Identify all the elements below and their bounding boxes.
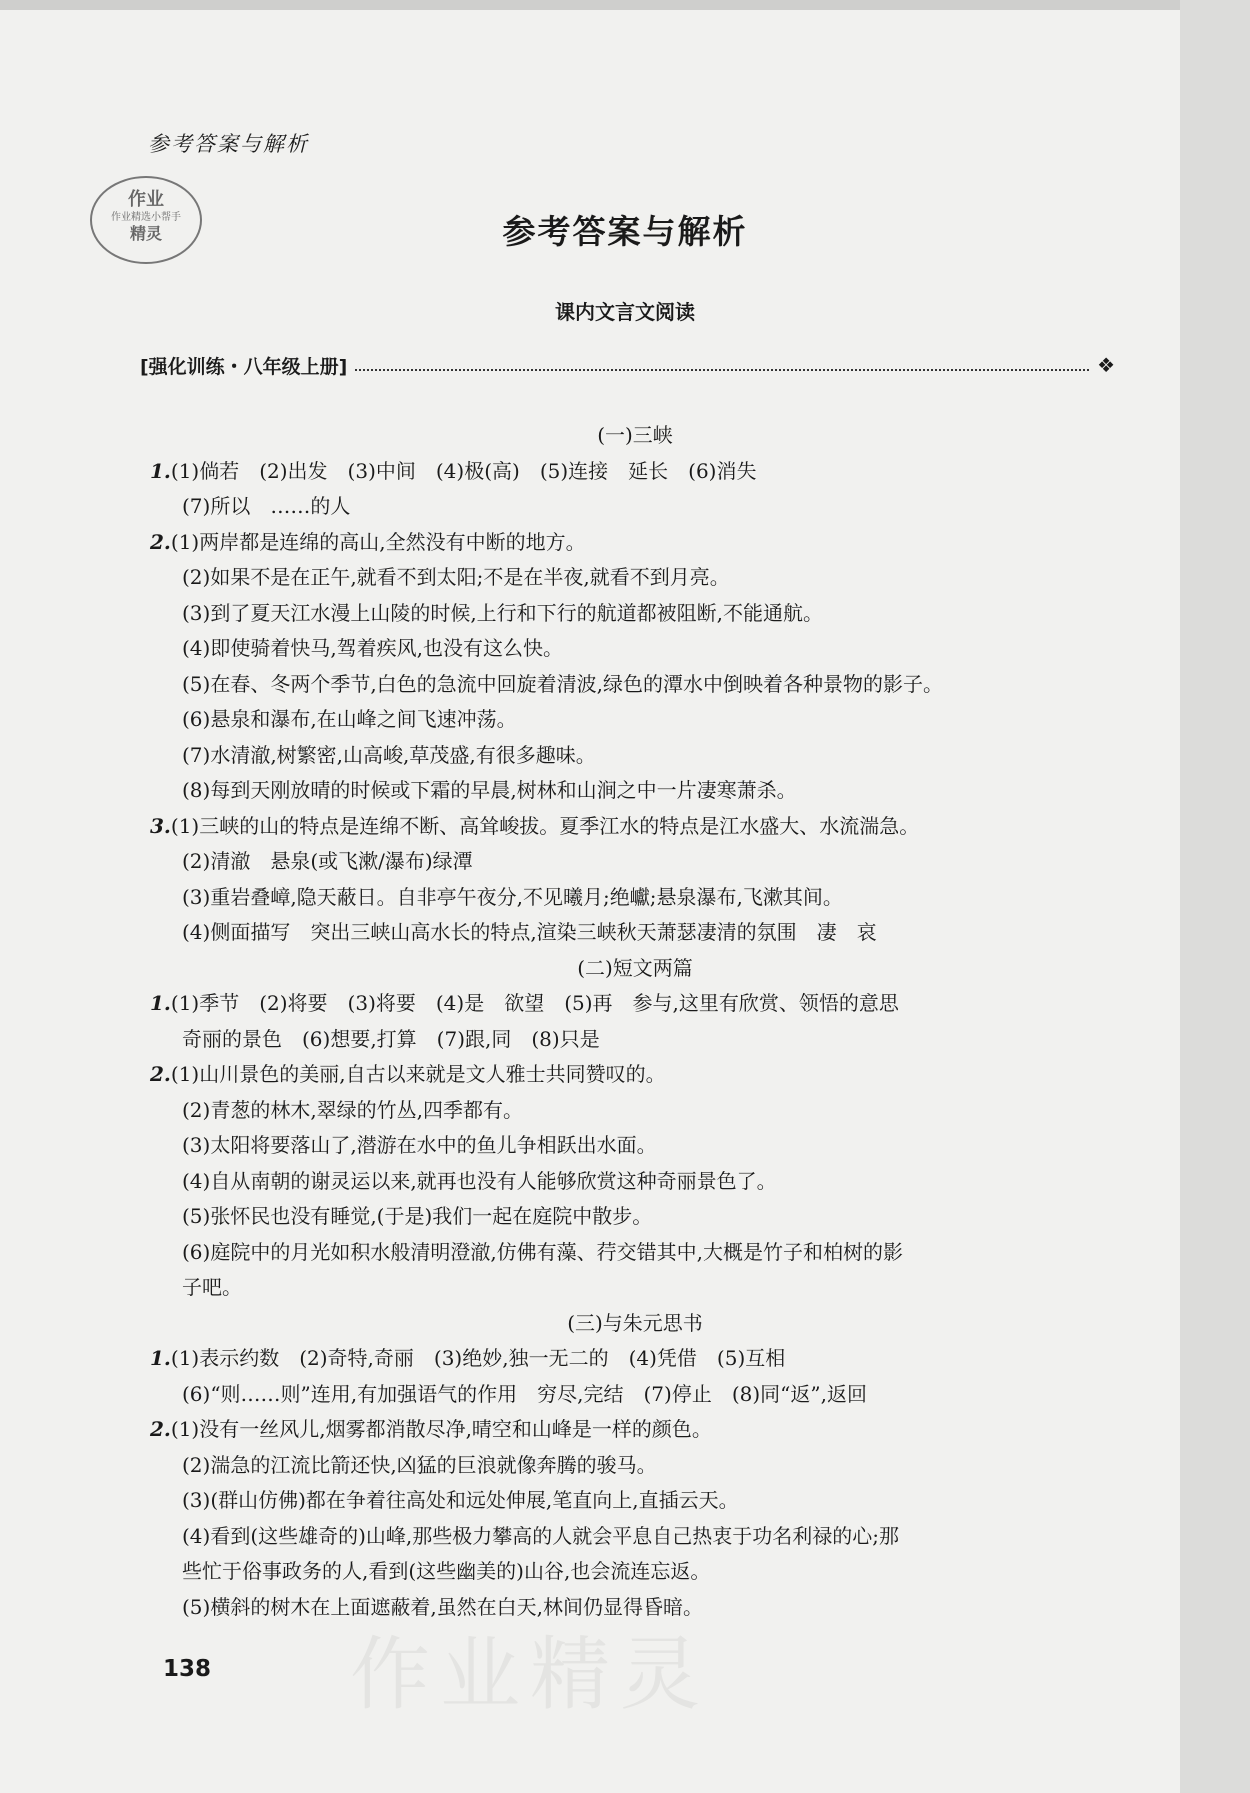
answer-line	[150, 880, 1120, 916]
watermark: 作业精灵	[350, 1628, 710, 1721]
running-head: 参考答案与解析	[148, 132, 309, 156]
answer-line	[150, 1093, 1120, 1129]
answer-line	[150, 525, 1120, 561]
answer-line	[150, 560, 1120, 596]
answer-line	[150, 454, 1120, 490]
answer-text: (6)“则……则”连用,有加强语气的作用 穷尽,完结 (7)停止 (8)同“返”,返回	[182, 1381, 867, 1406]
answer-line	[150, 1483, 1120, 1519]
answer-text: (1)两岸都是连绵的高山,全然没有中断的地方。	[170, 529, 586, 554]
stamp-top-text: 作业	[128, 189, 164, 210]
answer-text: 些忙于俗事政务的人,看到(这些幽美的)山谷,也会流连忘返。	[182, 1559, 711, 1583]
answer-line	[150, 631, 1120, 667]
answer-line	[150, 738, 1120, 774]
question-number: 3.	[150, 813, 171, 838]
answer-text: (7)所以 ……的人	[182, 494, 351, 518]
question-number: 1.	[150, 1346, 171, 1370]
dotted-rule	[355, 359, 1089, 371]
stamp-bottom-text: 精灵	[129, 224, 162, 244]
answer-text: (1)三峡的山的特点是连绵不断、高耸峻拔。夏季江水的特点是江水盛大、水流湍急。	[170, 813, 920, 838]
answer-line	[150, 702, 1120, 738]
answer-line	[150, 1377, 1120, 1413]
answer-text: (6)悬泉和瀑布,在山峰之间飞速冲荡。	[182, 707, 517, 731]
answer-line	[150, 1448, 1120, 1484]
answer-text: (2)如果不是在正午,就看不到太阳;不是在半夜,就看不到月亮。	[182, 565, 730, 589]
question-number: 2.	[150, 1062, 171, 1086]
answer-line	[150, 986, 1120, 1022]
answer-text: (1)表示约数 (2)奇特,奇丽 (3)绝妙,独一无二的 (4)凭借 (5)互相	[170, 1346, 786, 1370]
answer-text: (5)在春、冬两个季节,白色的急流中回旋着清波,绿色的潭水中倒映着各种景物的影子。	[182, 671, 944, 696]
answer-text: (5)横斜的树木在上面遮蔽着,虽然在白天,林间仍显得昏暗。	[182, 1594, 704, 1619]
page-title: 参考答案与解析	[502, 212, 748, 251]
answer-line	[150, 773, 1120, 809]
section-bar	[140, 350, 1115, 380]
answer-line	[150, 1554, 1120, 1590]
answer-line	[150, 1270, 1120, 1306]
answer-text: (4)自从南朝的谢灵运以来,就再也没有人能够欣赏这种奇丽景色了。	[182, 1168, 777, 1193]
answer-text: (4)看到(这些雄奇的)山峰,那些极力攀高的人就会平息自己热衷于功名利禄的心;那	[182, 1523, 900, 1548]
answer-line	[150, 1341, 1120, 1377]
passage-heading: (三)与朱元思书	[567, 1310, 703, 1335]
answer-line	[150, 1057, 1120, 1093]
answer-text: (5)张怀民也没有睡觉,(于是)我们一起在庭院中散步。	[182, 1204, 653, 1228]
answer-text: (8)每到天刚放晴的时候或下霜的早晨,树林和山涧之中一片凄寒萧杀。	[182, 778, 797, 802]
question-number: 1.	[150, 458, 171, 483]
stamp-middle-text: 作业精选小帮手	[111, 212, 181, 224]
answer-line	[150, 1412, 1120, 1448]
answer-line	[150, 1519, 1120, 1555]
answer-line	[150, 844, 1120, 880]
passage-heading: (一)三峡	[597, 423, 673, 447]
page-number: 138	[163, 1656, 212, 1682]
answer-text: (2)湍急的江流比箭还快,凶猛的巨浪就像奔腾的骏马。	[182, 1452, 657, 1477]
answer-text: (1)没有一丝风儿,烟雾都消散尽净,晴空和山峰是一样的颜色。	[170, 1417, 712, 1441]
answer-text: (1)倘若 (2)出发 (3)中间 (4)极(高) (5)连接 延长 (6)消失	[170, 458, 757, 483]
diamond-icon: ❖	[1097, 353, 1115, 377]
answer-text: (1)山川景色的美丽,自古以来就是文人雅士共同赞叹的。	[170, 1062, 666, 1086]
answer-text: (4)侧面描写 突出三峡山高水长的特点,渲染三峡秋天萧瑟凄清的氛围 凄 哀	[182, 920, 877, 944]
answer-text: (3)到了夏天江水漫上山陵的时候,上行和下行的航道都被阻断,不能通航。	[182, 600, 824, 625]
answer-line	[150, 667, 1120, 703]
answer-text: (3)太阳将要落山了,潜游在水中的鱼儿争相跃出水面。	[182, 1133, 657, 1157]
answer-text: (2)清澈 悬泉(或飞漱/瀑布)绿潭	[182, 849, 473, 873]
answer-line	[150, 1199, 1120, 1235]
page-subtitle: 课内文言文阅读	[555, 300, 695, 324]
answer-line	[150, 915, 1120, 951]
answer-line	[150, 489, 1120, 525]
answer-text: (1)季节 (2)将要 (3)将要 (4)是 欲望 (5)再 参与,这里有欣赏、领悟的意思	[170, 991, 899, 1015]
answer-text: 子吧。	[182, 1275, 242, 1299]
question-number: 1.	[150, 991, 171, 1015]
question-number: 2.	[150, 1417, 171, 1441]
scan-top-edge	[0, 0, 1250, 10]
answer-line	[150, 1235, 1120, 1271]
answer-text: (3)(群山仿佛)都在争着往高处和远处伸展,笔直向上,直插云天。	[182, 1488, 739, 1512]
answer-line	[150, 596, 1120, 632]
torn-page-edge	[1180, 0, 1250, 1793]
answer-text: (4)即使骑着快马,驾着疾风,也没有这么快。	[182, 636, 564, 660]
answer-line	[150, 1128, 1120, 1164]
answer-line	[150, 1022, 1120, 1058]
answer-text: (7)水清澈,树繁密,山高峻,草茂盛,有很多趣味。	[182, 742, 596, 767]
question-number: 2.	[150, 529, 171, 554]
answer-text: (2)青葱的林木,翠绿的竹丛,四季都有。	[182, 1097, 524, 1122]
answer-line	[150, 809, 1120, 845]
passage-heading: (二)短文两篇	[577, 955, 693, 980]
answer-text: 奇丽的景色 (6)想要,打算 (7)跟,同 (8)只是	[182, 1026, 600, 1051]
answer-content	[150, 418, 1120, 1625]
answer-line	[150, 1164, 1120, 1200]
section-label: [强化训练・八年级上册]	[140, 355, 348, 378]
answer-text: (6)庭院中的月光如积水般清明澄澈,仿佛有藻、荇交错其中,大概是竹子和柏树的影	[182, 1239, 904, 1264]
answer-text: (3)重岩叠嶂,隐天蔽日。自非亭午夜分,不见曦月;绝巘;悬泉瀑布,飞漱其间。	[182, 884, 843, 909]
